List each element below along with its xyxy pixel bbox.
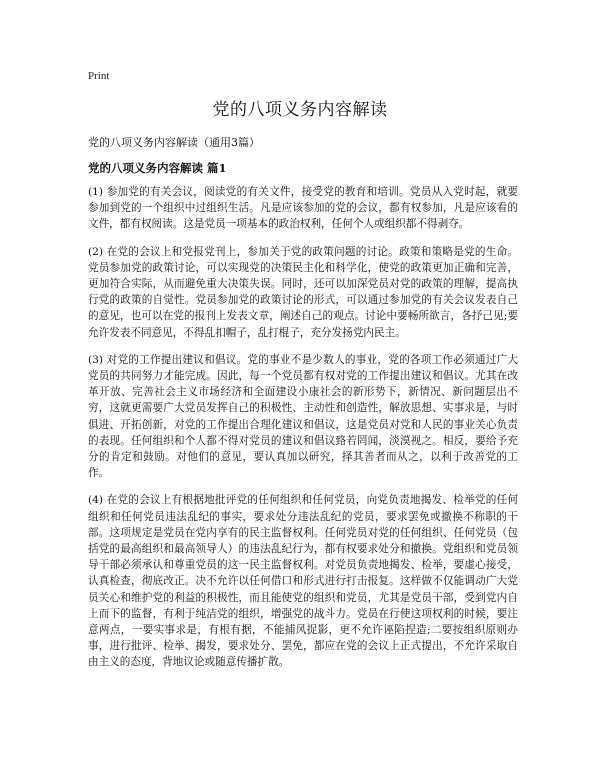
document-subtitle: 党的八项义务内容解读（通用3篇） [88,136,260,149]
paragraph-1: (1) 参加党的有关会议，阅读党的有关文件，接受党的教育和培训。党员从入党时起，就要参加到党的一个组织中过组织生活。凡是应该参加的党的会议，都有权参加，凡是应该看的文件，都有权阅读。这是党员一项基本的政治权利，任何个人或组织都不得剥夺。 [88,186,518,231]
section-heading: 党的八项义务内容解读 篇1 [88,161,227,175]
paragraph-3: (3) 对党的工作提出建议和倡议。党的事业不是少数人的事业，党的各项工作必须通过广大党员的共同努力才能完成。因此，每一个党员都有权对党的工作提出建议和倡议。尤其在改革开放、完善社会主义市场经济和全面建设小康社会的新形势下，新情况、新问题层出不穷，这就更需要广大党员发挥自己的积极性、主动性和创造性，解放思想、实事求是，与时俱进、开拓创新，对党的工作提出合理化建议和倡议，这是党员对党和人民的事业关心负责的表现。任何组织和个人都不得对党员的建议和倡议臵若罔闻，淡漠视之。相反，要给予充分的肯定和鼓励。对他们的意见，要认真加以研究，择其善者而从之，以利于改善党的工作。 [88,353,518,480]
print-label: Print [88,70,110,82]
paragraph-2: (2) 在党的会议上和党报党刊上，参加关于党的政策问题的讨论。政策和策略是党的生命。党员参加党的政策讨论，可以实现党的决策民主化和科学化，使党的政策更加正确和完善，更加符合实际，从而避免重大决策失误。同时，还可以加深党员对党的政策的理解，提高执行党的政策的自觉性。党员参加党的政策讨论的形式，可以通过参加党的有关会议发表自己的意见，也可以在党的报刊上发表文章，阐述自己的观点。讨论中要畅所欲言，各抒己见;要允许发表不同意见，不得乱扣帽子，乱打棍子，充分发扬党内民主。 [88,245,518,339]
document-body [88,184,518,682]
page-title: 党的八项义务内容解读 [212,100,388,120]
paragraph-4: (4) 在党的会议上有根据地批评党的任何组织和任何党员，向党负责地揭发、检举党的任何组织和任何党员违法乱纪的事实，要求处分违法乱纪的党员，要求罢免或撤换不称职的干部。这项规定是党员在党内享有的民主监督权利。任何党员对党的任何组织、任何党员（包括党的最高组织和最高领导人）的违法乱纪行为，都有权要求处分和撤换。党组织和党员领导干部必须承认和尊重党员的这一民主监督权利。对党员负责地揭发、检举，要虚心接受，认真检查，彻底改正。决不允许以任何借口和形式进行打击报复。这样做不仅能调动广大党员关心和维护党的利益的积极性，而且能使党的组织和党员，尤其是党员干部，受到党内自上而下的监督，有利于纯洁党的组织，增强党的战斗力。党员在行使这项权利的时候，要注意两点，一要实事求是，有根有据，不能捕风捉影，更不允许诬陷捏造;二要按组织原则办事，进行批评、检举、揭发，要求处分、罢免，都应在党的会议上正式提出，不允许采取自由主义的态度，背地议论或随意传播扩散。 [88,494,518,669]
